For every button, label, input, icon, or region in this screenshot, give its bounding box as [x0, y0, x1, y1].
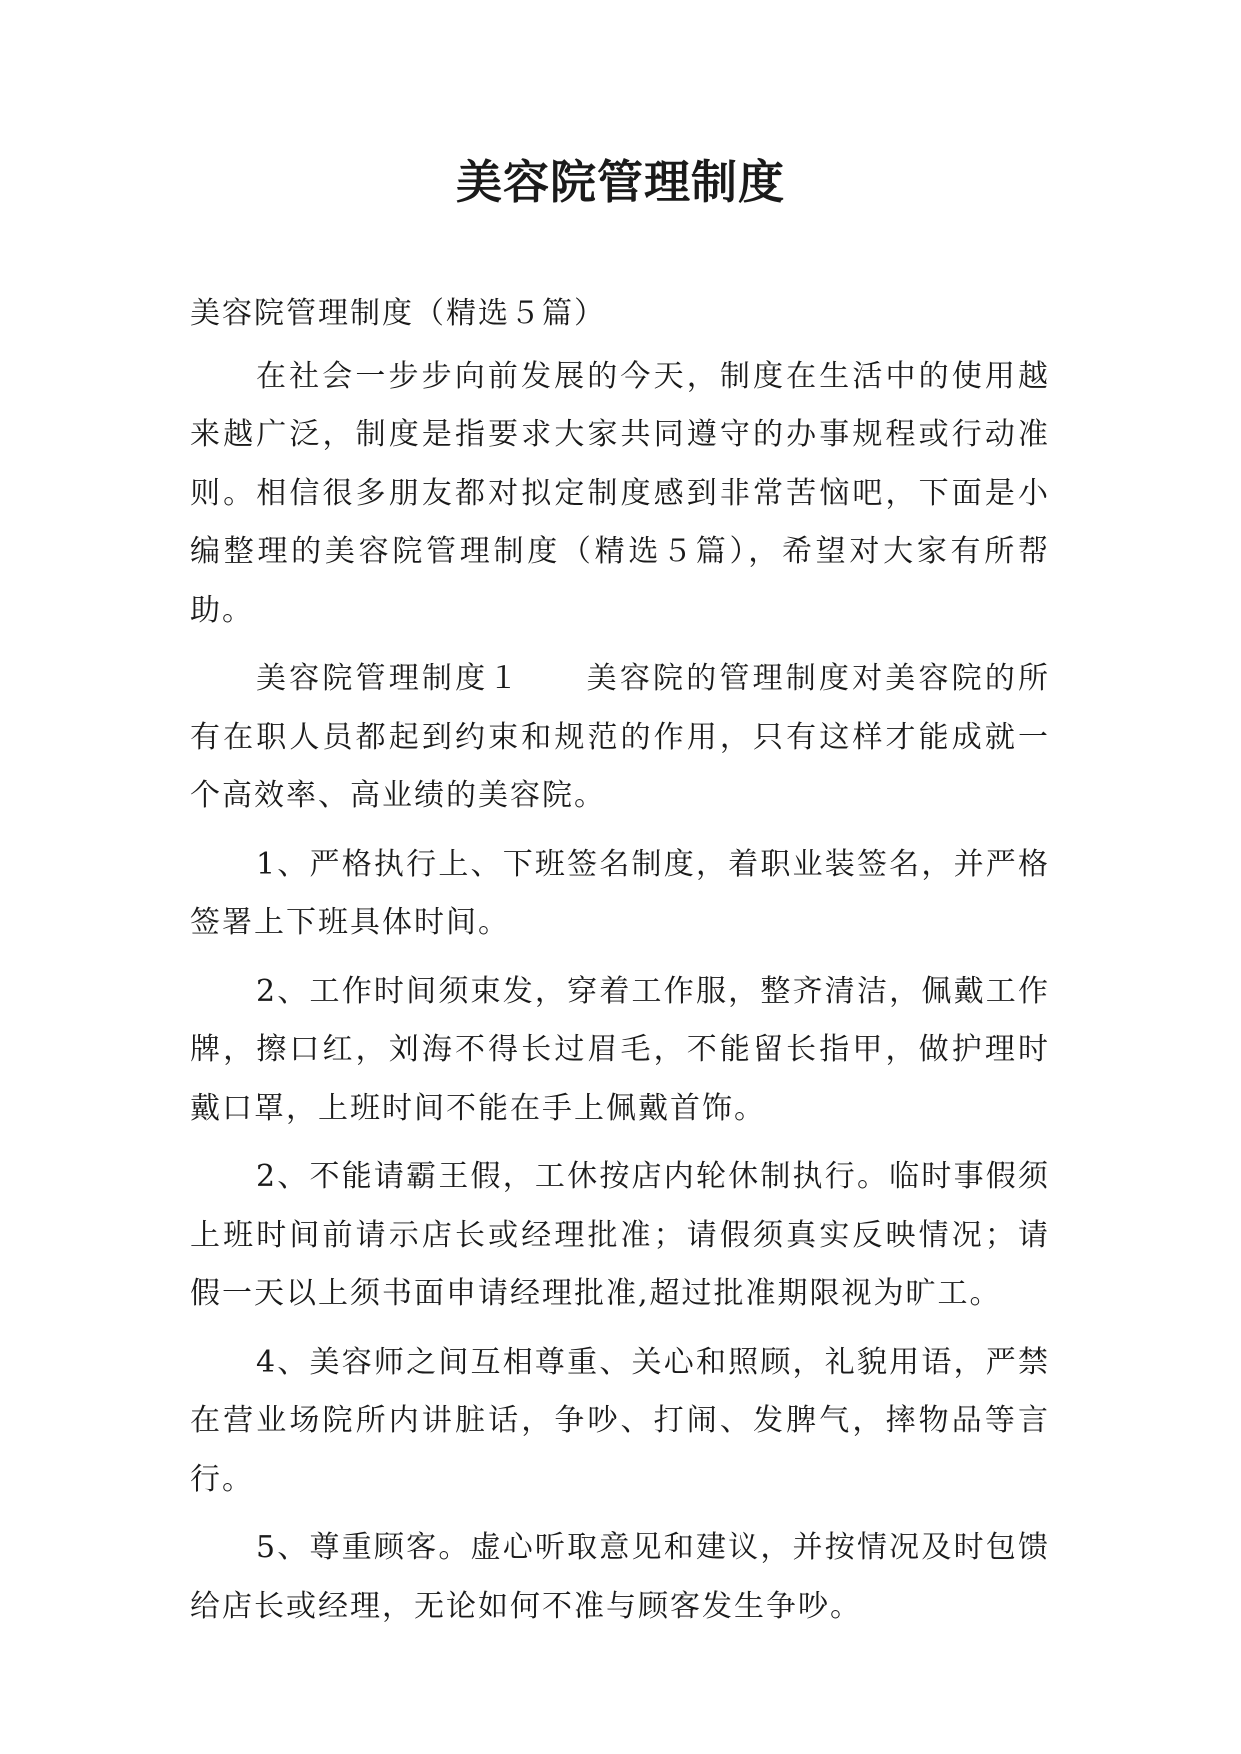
intro-paragraph: 在社会一步步向前发展的今天，制度在生活中的使用越来越广泛，制度是指要求大家共同遵守的办事规程或行动准则。相信很多朋友都对拟定制度感到非常苦恼吧，下面是小编整理的美容院管理制度（精选５篇），希望对大家有所帮助。: [190, 358, 1050, 628]
section-1-heading: 美容院管理制度１: [256, 661, 522, 696]
rule-paragraph: 2、工作时间须束发，穿着工作服，整齐清洁，佩戴工作牌，擦口红，刘海不得长过眉毛，不能留长指甲，做护理时戴口罩，上班时间不能在手上佩戴首饰。: [190, 973, 1050, 1126]
document-subtitle: 美容院管理制度（精选５篇）: [190, 296, 606, 331]
section-1-text: 美容院的管理制度对美容院的所有在职人员都起到约束和规范的作用，只有这样才能成就一个高效率、高业绩的美容院。: [190, 661, 1051, 813]
document-title: 美容院管理制度: [456, 155, 785, 209]
rule-paragraph: 2、不能请霸王假，工休按店内轮休制执行。临时事假须上班时间前请示店长或经理批准；请假须真实反映情况；请假一天以上须书面申请经理批准,超过批准期限视为旷工。: [190, 1159, 1050, 1311]
rule-paragraph: 5、尊重顾客。虚心听取意见和建议，并按情况及时包馈给店长或经理，无论如何不准与顾客发生争吵。: [190, 1530, 1050, 1624]
section-1-paragraph: [190, 650, 1050, 826]
rule-paragraph: 4、美容师之间互相尊重、关心和照顾，礼貌用语，严禁在营业场院所内讲脏话，争吵、打闹、发脾气，摔物品等言行。: [190, 1344, 1050, 1497]
rule-paragraph: 1、严格执行上、下班签名制度，着职业装签名，并严格签署上下班具体时间。: [190, 846, 1050, 940]
document-body: [190, 285, 1050, 1646]
